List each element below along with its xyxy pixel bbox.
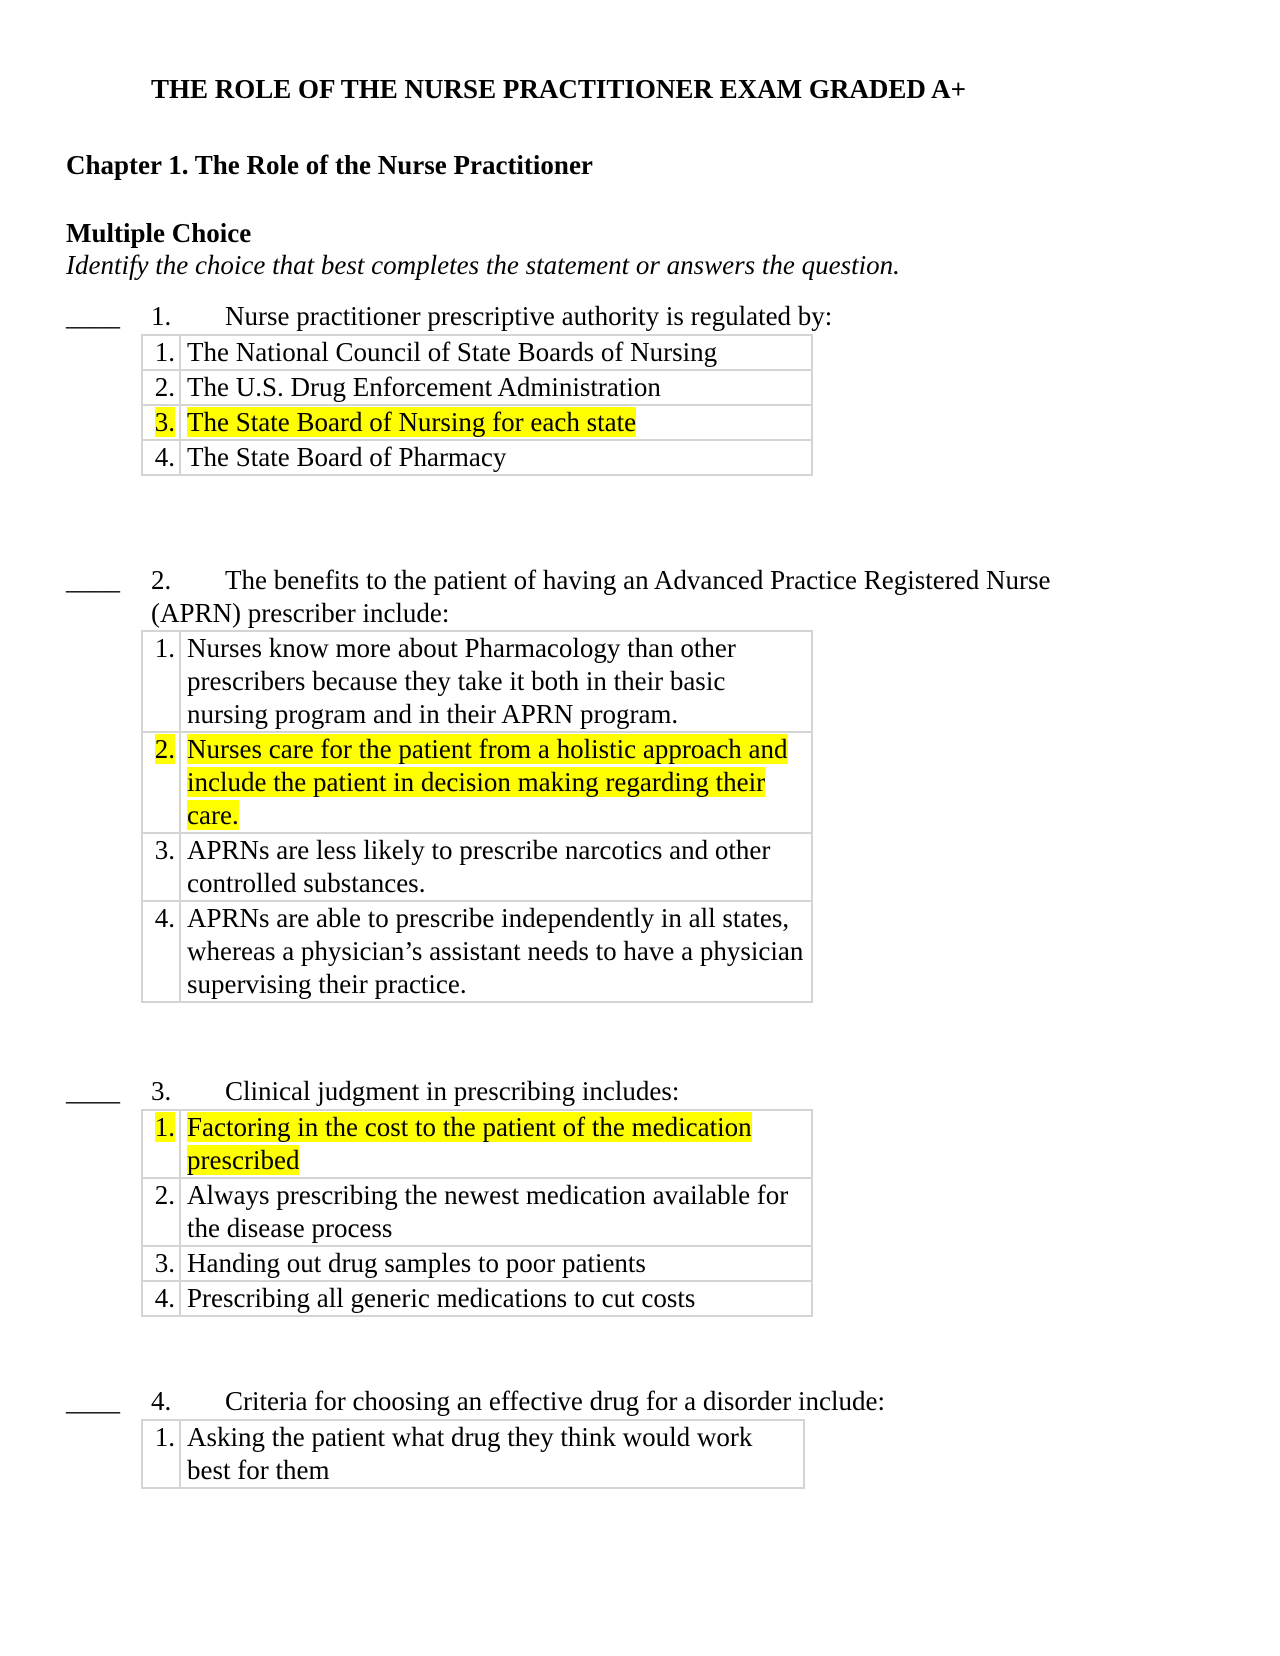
choice-row bbox=[142, 901, 812, 1002]
question-number: 1. bbox=[151, 301, 172, 331]
choice-row bbox=[142, 1281, 812, 1316]
choice-row bbox=[142, 1420, 804, 1488]
choice-row bbox=[142, 440, 812, 475]
choice-text: Always prescribing the newest medication available for the disease process bbox=[187, 1180, 789, 1243]
choice-text: Nurses know more about Pharmacology than other prescribers because they take it both in their basic nursing program and in their APRN program. bbox=[187, 633, 736, 729]
choice-text: The U.S. Drug Enforcement Administration bbox=[187, 372, 661, 402]
choice-row bbox=[142, 1246, 812, 1281]
answer-blank: ____ bbox=[66, 565, 120, 595]
answer-blank: ____ bbox=[66, 301, 120, 331]
choices-table bbox=[141, 1419, 805, 1489]
choice-row-highlighted bbox=[142, 1110, 812, 1178]
question-number: 4. bbox=[151, 1386, 172, 1416]
choice-text-highlighted: The State Board of Nursing for each state bbox=[187, 407, 637, 437]
choice-row bbox=[142, 1178, 812, 1246]
choice-number: 2. bbox=[142, 1178, 180, 1246]
choice-row bbox=[142, 370, 812, 405]
instructions-text: Identify the choice that best completes the statement or answers the question. bbox=[66, 250, 900, 280]
choice-number: 4. bbox=[142, 901, 180, 1002]
choice-text-highlighted: Factoring in the cost to the patient of the medication prescribed bbox=[187, 1112, 752, 1175]
choice-number: 1. bbox=[142, 1420, 180, 1488]
choice-row bbox=[142, 833, 812, 901]
choice-row-highlighted bbox=[142, 732, 812, 833]
choices-table bbox=[141, 630, 813, 1003]
choice-text: The State Board of Pharmacy bbox=[187, 442, 507, 472]
question-stem: Clinical judgment in prescribing includes: bbox=[225, 1076, 680, 1106]
question-stem: The benefits to the patient of having an Advanced Practice Registered Nurse (APRN) prescriber include: bbox=[151, 565, 1051, 628]
choice-number: 1. bbox=[154, 1112, 175, 1142]
answer-blank: ____ bbox=[66, 1076, 120, 1106]
choice-text: APRNs are able to prescribe independently in all states, whereas a physician’s assistant needs to have a physician supervising their practice. bbox=[187, 903, 804, 999]
choice-number: 2. bbox=[142, 370, 180, 405]
question-stem: Criteria for choosing an effective drug for a disorder include: bbox=[225, 1386, 886, 1416]
choice-row bbox=[142, 631, 812, 732]
choice-row-highlighted bbox=[142, 405, 812, 440]
choice-number: 1. bbox=[142, 631, 180, 732]
choice-text: The National Council of State Boards of Nursing bbox=[187, 337, 718, 367]
choice-text: APRNs are less likely to prescribe narcotics and other controlled substances. bbox=[187, 835, 771, 898]
choice-number: 4. bbox=[142, 1281, 180, 1316]
choice-text: Asking the patient what drug they think would work best for them bbox=[187, 1422, 753, 1485]
choice-number: 3. bbox=[154, 407, 175, 437]
choices-table bbox=[141, 334, 813, 476]
choice-number: 1. bbox=[142, 335, 180, 370]
question-stem: Nurse practitioner prescriptive authority is regulated by: bbox=[225, 301, 833, 331]
chapter-heading: Chapter 1. The Role of the Nurse Practitioner bbox=[66, 150, 593, 180]
choice-text: Handing out drug samples to poor patients bbox=[187, 1248, 646, 1278]
answer-blank: ____ bbox=[66, 1386, 120, 1416]
choice-number: 2. bbox=[154, 734, 175, 764]
choice-number: 3. bbox=[142, 1246, 180, 1281]
document-title: THE ROLE OF THE NURSE PRACTITIONER EXAM GRADED A+ bbox=[151, 74, 966, 104]
choice-text-highlighted: Nurses care for the patient from a holistic approach and include the patient in decision making regarding their care. bbox=[187, 734, 788, 830]
choice-text: Prescribing all generic medications to cut costs bbox=[187, 1283, 696, 1313]
choices-table bbox=[141, 1109, 813, 1317]
choice-row bbox=[142, 335, 812, 370]
choice-number: 4. bbox=[142, 440, 180, 475]
section-heading: Multiple Choice bbox=[66, 218, 252, 248]
choice-number: 3. bbox=[142, 833, 180, 901]
question-number: 3. bbox=[151, 1076, 172, 1106]
question-number: 2. bbox=[151, 565, 172, 595]
